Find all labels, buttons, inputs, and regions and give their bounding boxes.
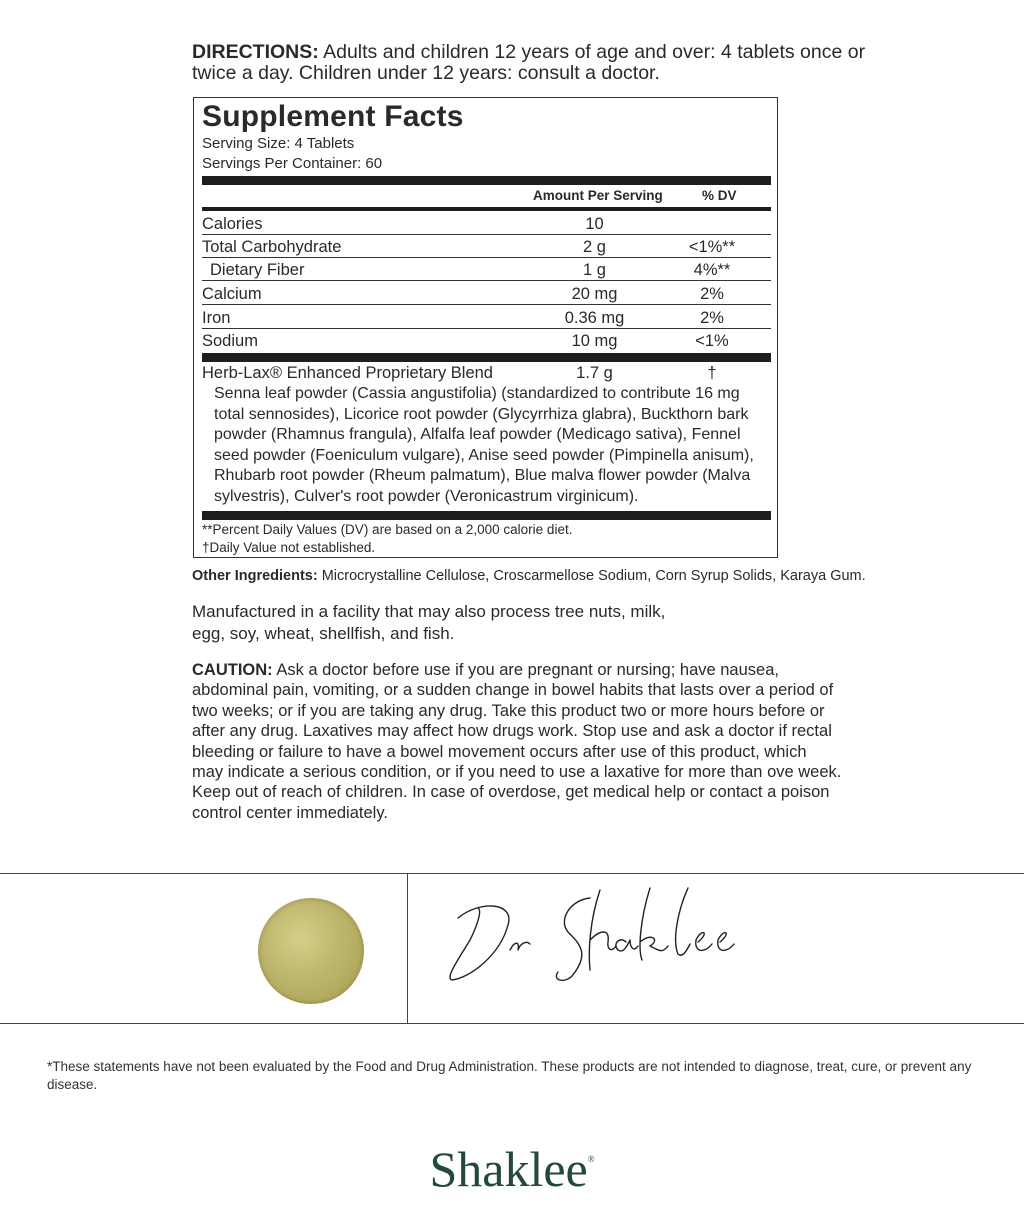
divider-thick-bottom <box>202 511 771 520</box>
blend-row <box>202 361 771 384</box>
blend-name: Herb-Lax® Enhanced Proprietary Blend <box>202 364 493 382</box>
nutrient-dv: <1% <box>695 332 729 350</box>
nutrient-amount: 0.36 mg <box>564 309 625 327</box>
blend-dv: † <box>707 364 717 382</box>
footnote-dagger: †Daily Value not established. <box>202 540 376 555</box>
blend-amount: 1.7 g <box>576 364 613 382</box>
logo-text: Shaklee <box>429 1141 588 1197</box>
nutrient-dv: 2% <box>700 285 724 303</box>
nutrient-dv: 4%** <box>693 261 731 279</box>
nutrient-row-total-carbohydrate <box>202 235 771 258</box>
allergen-statement: Manufactured in a facility that may also process tree nuts, milk, egg, soy, wheat, shellfish, and fish. <box>192 602 666 643</box>
registered-mark: ® <box>587 1154 595 1164</box>
directions-body: Adults and children 12 years of age and over: 4 tablets once or twice a day. Children under 12 years: consult a doctor. <box>192 41 866 84</box>
signature-image <box>440 880 740 1000</box>
other-ingredients-label: Other Ingredients: <box>192 568 318 584</box>
nutrient-row-iron <box>202 306 771 329</box>
directions-text <box>192 42 872 84</box>
nutrient-name: Calories <box>202 215 263 233</box>
nutrient-name: Dietary Fiber <box>210 261 305 279</box>
nutrient-amount: 10 mg <box>571 332 618 350</box>
nutrient-name: Total Carbohydrate <box>202 238 342 256</box>
nutrient-row-calories <box>202 212 771 235</box>
nutrient-name: Sodium <box>202 332 258 350</box>
other-ingredients-text: Microcrystalline Cellulose, Croscarmellose Sodium, Corn Syrup Solids, Karaya Gum. <box>317 568 866 584</box>
nutrient-row-dietary-fiber <box>202 258 771 281</box>
servings-per-container: Servings Per Container: 60 <box>202 155 383 172</box>
nutrient-dv: <1%** <box>688 238 736 256</box>
footnote-percent-dv: **Percent Daily Values (DV) are based on a 2,000 calorie diet. <box>202 522 573 537</box>
nutrient-row-sodium <box>202 329 771 352</box>
caution-label: CAUTION: <box>192 661 273 679</box>
nutrient-amount: 20 mg <box>571 285 618 303</box>
nutrient-amount: 1 g <box>583 261 606 279</box>
divider-header <box>202 207 771 211</box>
supplement-facts-title: Supplement Facts <box>202 100 464 133</box>
band-bottom-rule <box>0 1023 1024 1024</box>
nutrient-dv: 2% <box>700 309 724 327</box>
header-amount-per-serving: Amount Per Serving <box>533 188 663 203</box>
nutrient-name: Iron <box>202 309 231 327</box>
nutrient-name: Calcium <box>202 285 262 303</box>
shaklee-logo <box>0 1140 1024 1198</box>
caution-body: Ask a doctor before use if you are pregnant or nursing; have nausea, abdominal pain, vomiting, or a sudden change in bowel habits that lasts over a period of two weeks; or if you are taking any drug. Take this product two or more hours before or after any drug. Laxatives may affect how drugs work. Stop use and ask a doctor if rectal bleeding or failure to have a bowel movement occurs after use of this product, which may indicate a serious condition, or if you need to use a laxative for more than ove week. Keep out of reach of children. In case of overdose, get medical help or contact a poison control center immediately. <box>192 661 842 822</box>
directions-label: DIRECTIONS: <box>192 41 319 63</box>
tablet-image <box>258 898 364 1004</box>
nutrient-amount: 2 g <box>583 238 606 256</box>
caution-text <box>192 660 842 823</box>
blend-description: Senna leaf powder (Cassia angustifolia) (standardized to contribute 16 mg total sennosides), Licorice root powder (Glycyrrhiza glabra), Buckthorn bark powder (Rhamnus frangula), Alfalfa leaf powder (Medicago sativa), Fennel seed powder (Foeniculum vulgare), Anise seed powder (Pimpinella anisum), Rhubarb root powder (Rheum palmatum), Blue malva flower powder (Malva sylvestris), Culver's root powder (Veronicastrum virginicum). <box>214 385 754 505</box>
nutrient-row-calcium <box>202 282 771 305</box>
header-daily-value: % DV <box>702 188 737 203</box>
nutrient-amount: 10 <box>585 215 604 233</box>
band-divider <box>407 873 408 1024</box>
divider-thick-top <box>202 176 771 185</box>
serving-size: Serving Size: 4 Tablets <box>202 135 355 152</box>
other-ingredients <box>192 568 872 584</box>
fda-disclaimer: *These statements have not been evaluated by the Food and Drug Administration. These products are not intended to diagnose, treat, cure, or prevent any disease. <box>47 1059 972 1092</box>
band-top-rule <box>0 873 1024 874</box>
